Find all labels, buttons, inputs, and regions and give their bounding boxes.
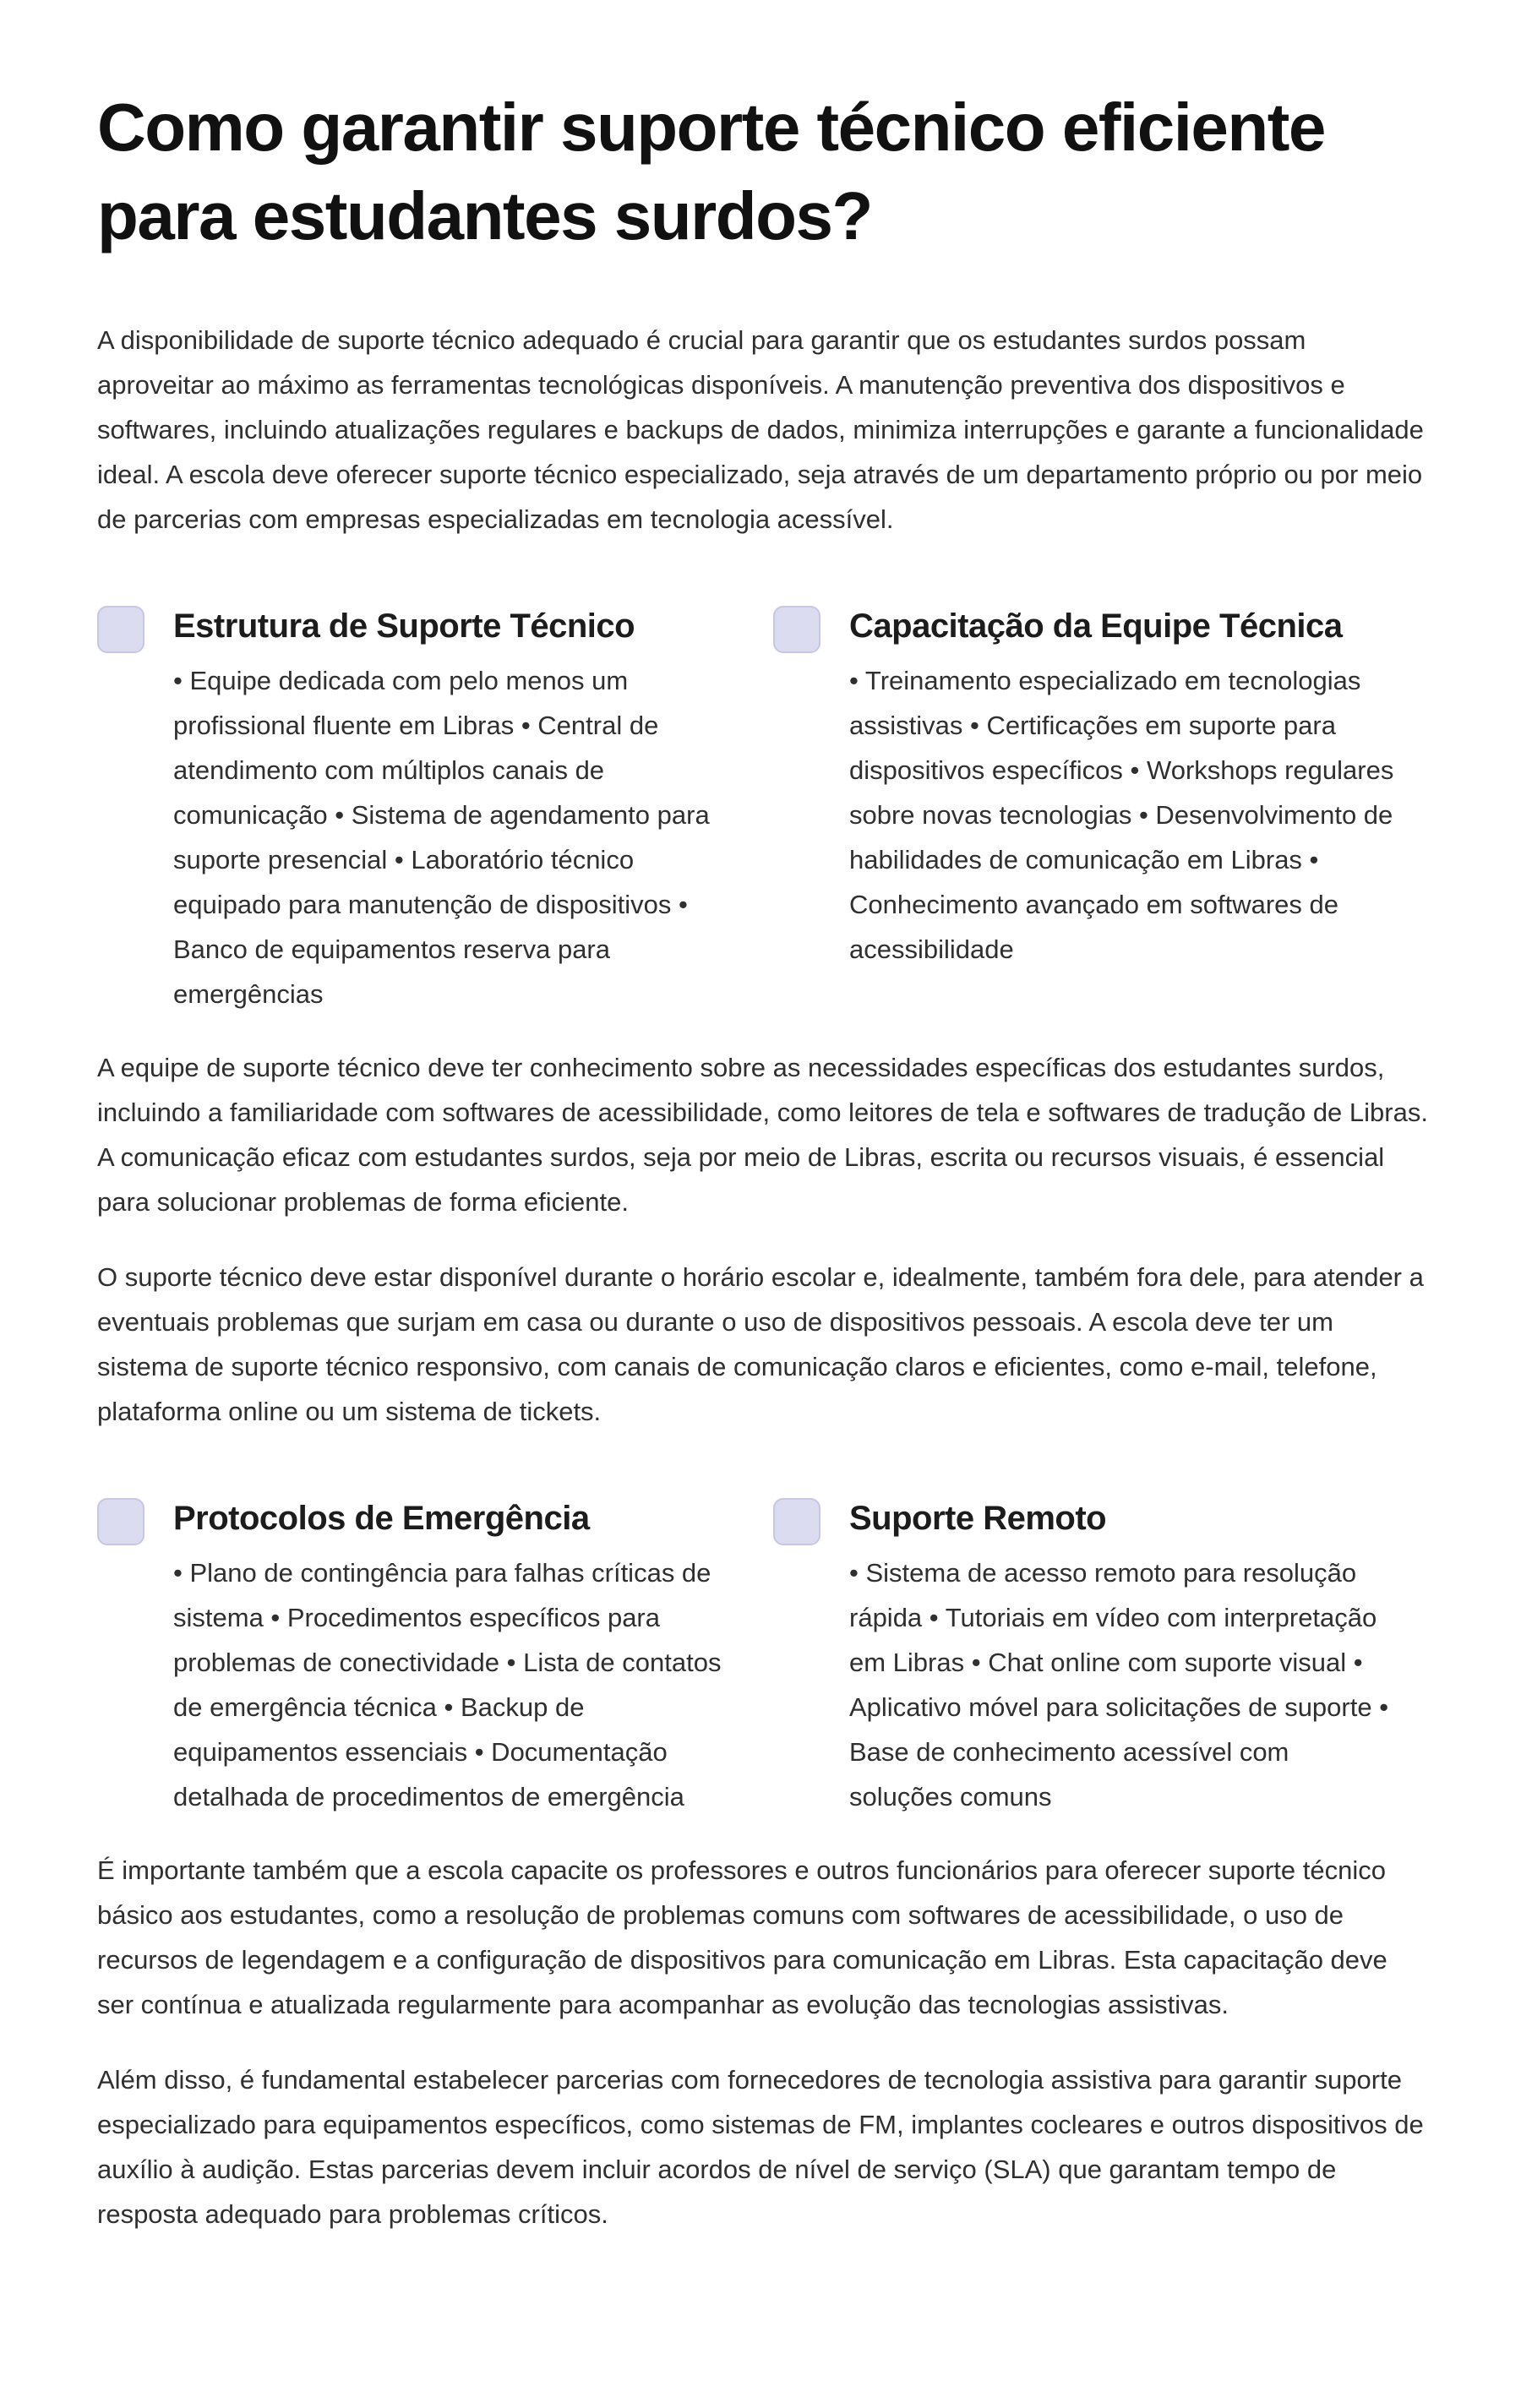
card-grid-2 — [97, 1495, 1424, 1819]
paragraph-availability: O suporte técnico deve estar disponível durante o horário escolar e, idealmente, também fora dele, para atender a eventuais problemas que surjam em casa ou durante o uso de dispositivos pessoais. A escola deve ter um sistema de suporte técnico responsivo, com canais de comunicação claros e eficientes, como e-mail, telefone, plataforma online ou um sistema de tickets. — [97, 1262, 1424, 1426]
card-grid-1 — [97, 602, 1424, 1016]
card-emergency — [97, 1495, 748, 1819]
paragraph-staff-training: É importante também que a escola capacite os professores e outros funcionários para oferecer suporte técnico básico aos estudantes, como a resolução de problemas comuns com softwares de acessibilidade, o uso de recursos de legendagem e a configuração de dispositivos para comunicação em Libras. Esta capacitação deve ser contínua e atualizada regularmente para acompanhar as evolução das tecnologias assistivas. — [97, 1855, 1387, 2019]
card-text: • Treinamento especializado em tecnologias assistivas • Certificações em suporte para dispositivos específicos • Workshops regulares sobre novas tecnologias • Desenvolvimento de habilidades de comunicação em Libras • Conhecimento avançado em softwares de acessibilidade — [849, 666, 1394, 964]
card-training — [773, 602, 1424, 1016]
intro-paragraph: A disponibilidade de suporte técnico adequado é crucial para garantir que os estudantes surdos possam aproveitar ao máximo as ferramentas tecnológicas disponíveis. A manutenção preventiva dos dispositivos e softwares, incluindo atualizações regulares e backups de dados, minimiza interrupções e garante a funcionalidade ideal. A escola deve oferecer suporte técnico especializado, seja através de um departamento próprio ou por meio de parcerias com empresas especializadas em tecnologia acessível. — [97, 325, 1424, 534]
card-remote — [773, 1495, 1424, 1819]
page-title: Como garantir suporte técnico eficiente para estudantes surdos? — [97, 90, 1325, 253]
card-text: • Sistema de acesso remoto para resolução rápida • Tutoriais em vídeo com interpretação em Libras • Chat online com suporte visual • Aplicativo móvel para solicitações de suporte • Base de conhecimento acessível com soluções comuns — [849, 1558, 1389, 1811]
square-icon — [773, 1498, 820, 1545]
card-structure — [97, 602, 748, 1016]
square-icon — [97, 1498, 144, 1545]
card-text: • Equipe dedicada com pelo menos um profissional fluente em Libras • Central de atendimento com múltiplos canais de comunicação • Sistema de agendamento para suporte presencial • Laboratório técnico equipado para manutenção de dispositivos • Banco de equipamentos reserva para emergências — [173, 666, 710, 1009]
paragraph-partnerships: Além disso, é fundamental estabelecer parcerias com fornecedores de tecnologia assistiva para garantir suporte especializado para equipamentos específicos, como sistemas de FM, implantes cocleares e outros dispositivos de auxílio à audição. Estas parcerias devem incluir acordos de nível de serviço (SLA) que garantam tempo de resposta adequado para problemas críticos. — [97, 2065, 1424, 2229]
card-body — [173, 602, 722, 1016]
card-title: Protocolos de Emergência — [173, 1500, 590, 1537]
card-title: Suporte Remoto — [849, 1500, 1107, 1537]
square-icon — [773, 606, 820, 653]
paragraph-team-knowledge: A equipe de suporte técnico deve ter conhecimento sobre as necessidades específicas dos estudantes surdos, incluindo a familiaridade com softwares de acessibilidade, como leitores de tela e softwares de tradução de Libras. A comunicação eficaz com estudantes surdos, seja por meio de Libras, escrita ou recursos visuais, é essencial para solucionar problemas de forma eficiente. — [97, 1053, 1428, 1217]
square-icon — [97, 606, 144, 653]
card-title: Capacitação da Equipe Técnica — [849, 607, 1343, 645]
card-body — [849, 602, 1398, 972]
card-text: • Plano de contingência para falhas críticas de sistema • Procedimentos específicos para problemas de conectividade • Lista de contatos de emergência técnica • Backup de equipamentos essenciais • Documentação detalhada de procedimentos de emergência — [173, 1558, 722, 1811]
card-body — [849, 1495, 1398, 1819]
card-body — [173, 1495, 722, 1819]
card-title: Estrutura de Suporte Técnico — [173, 607, 635, 645]
